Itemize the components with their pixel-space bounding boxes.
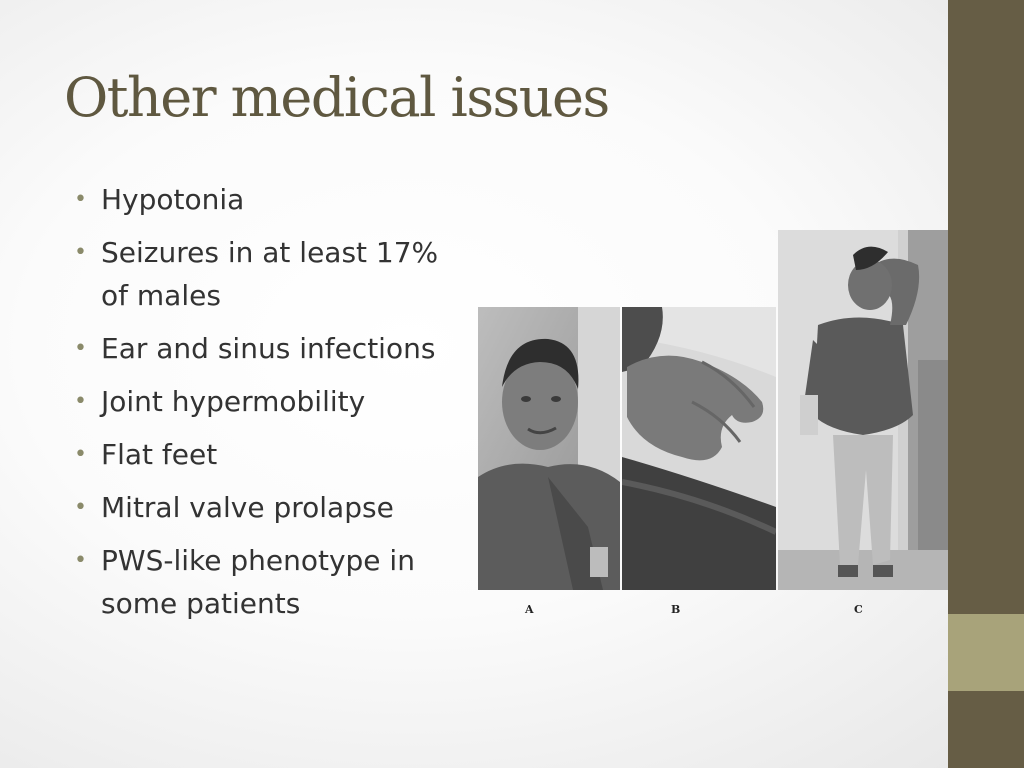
- photo-panel-b: [622, 307, 776, 590]
- bullet-item: [72, 178, 452, 221]
- bullet-dot-icon: •: [74, 495, 87, 520]
- bullet-item: [72, 380, 452, 423]
- bullet-list: [72, 178, 452, 635]
- bullet-item: [72, 327, 452, 370]
- photo-panel-a: [478, 307, 620, 590]
- photo-panel-c: [778, 230, 948, 590]
- bullet-item: [72, 539, 452, 625]
- bullet-text: Seizures in at least 17% of males: [101, 236, 439, 312]
- bullet-text: PWS-like phenotype in some patients: [101, 544, 415, 620]
- bullet-dot-icon: •: [74, 548, 87, 573]
- bullet-text: Mitral valve prolapse: [101, 491, 394, 524]
- bullet-text: Joint hypermobility: [101, 385, 366, 418]
- bullet-item: [72, 486, 452, 529]
- panel-label-c: C: [854, 603, 863, 616]
- bullet-dot-icon: •: [74, 336, 87, 361]
- panel-label-a: A: [525, 603, 534, 616]
- bullet-text: Ear and sinus infections: [101, 332, 436, 365]
- bullet-dot-icon: •: [74, 187, 87, 212]
- slide-title: Other medical issues: [64, 66, 609, 129]
- bullet-dot-icon: •: [74, 240, 87, 265]
- bullet-text: Hypotonia: [101, 183, 245, 216]
- bullet-text: Flat feet: [101, 438, 218, 471]
- bullet-dot-icon: •: [74, 442, 87, 467]
- bullet-item: [72, 433, 452, 476]
- patient-photo-figure: [478, 230, 948, 622]
- bullet-item: [72, 231, 452, 317]
- bullet-dot-icon: •: [74, 389, 87, 414]
- panel-label-b: B: [671, 603, 681, 616]
- side-accent-block: [948, 614, 1024, 691]
